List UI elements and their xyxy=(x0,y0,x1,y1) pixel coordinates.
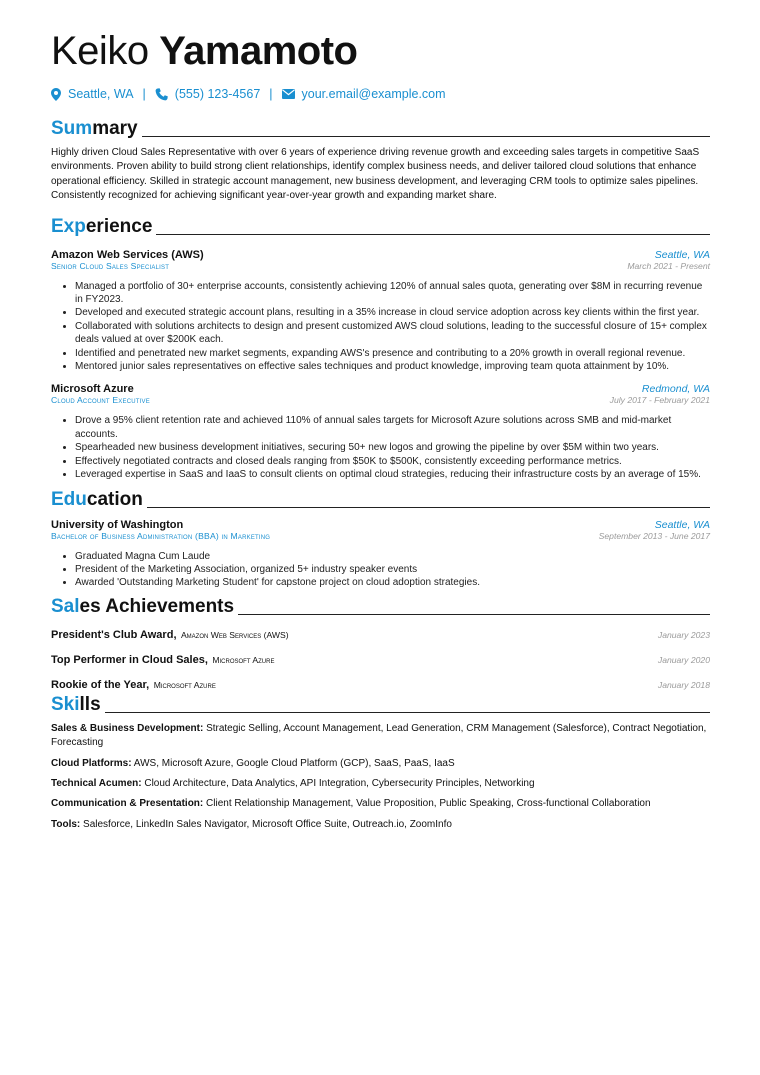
skill-value: AWS, Microsoft Azure, Google Cloud Platform (GCP), SaaS, PaaS, IaaS xyxy=(133,757,455,769)
skill-item xyxy=(51,722,710,751)
job-bullets xyxy=(51,280,710,374)
job-bullet: • Collaborated with solutions architects to design and present customized AWS cloud solutions, leading to the successful closure of 15+ complex deals valued at over $200K each. xyxy=(75,320,710,347)
phone-icon xyxy=(155,88,168,101)
education-bullets xyxy=(51,550,710,590)
job-bullet: • Managed a portfolio of 30+ enterprise accounts, consistently achieving 120% of annual sales quota, generating over $8M in recurring revenue in FY2023. xyxy=(75,280,710,307)
achievement-date: January 2020 xyxy=(657,654,710,665)
summary-text: Highly driven Cloud Sales Representative with over 6 years of experience driving revenue growth and exceeding sales targets in competitive SaaS environments. Proven ability to build strong client relationships, identify complex business needs, and deliver tailored cloud solutions that enhance operational efficiency. Skilled in strategic account management, new business development, and leveraging CRM tools to optimize sales pipelines. Consistently recognized for achieving significant year-over-year growth and expanding market share. xyxy=(51,147,700,202)
heading-rest: lls xyxy=(79,693,101,715)
achievement-item: President's Club Award, Amazon Web Services (AWS) January 2023 xyxy=(51,628,710,641)
summary-heading xyxy=(51,118,710,140)
experience-heading xyxy=(51,216,710,238)
job-bullet: • Spearheaded new business development initiatives, securing 50+ new logos and growing the pipeline by over $5M within two years. xyxy=(75,441,710,454)
skill-label: Sales & Business Development: xyxy=(51,722,204,734)
job-bullet: • Identified and penetrated new market segments, expanding AWS's presence and contributing to a 20% growth in overall regional revenue. xyxy=(75,347,710,360)
contact-email[interactable] xyxy=(282,87,446,101)
achievements-list xyxy=(51,625,710,700)
skills-heading xyxy=(51,694,710,716)
skill-label: Technical Acumen: xyxy=(51,777,142,789)
education-bullet: • Graduated Magna Cum Laude xyxy=(75,550,710,563)
achievement-item: Rookie of the Year, Microsoft Azure January 2018 xyxy=(51,678,710,691)
education-dates: September 2013 - June 2017 xyxy=(598,530,710,541)
contact-phone[interactable] xyxy=(155,87,260,101)
skill-label: Tools: xyxy=(51,818,81,830)
job-role: Senior Cloud Sales Specialist xyxy=(51,260,170,271)
skill-item xyxy=(51,797,710,811)
degree: Bachelor of Business Administration (BBA) in Marketing xyxy=(51,530,271,541)
contact-line xyxy=(51,86,710,102)
contact-separator: | xyxy=(142,87,146,101)
education-bullet: • President of the Marketing Association, organized 5+ industry speaker events xyxy=(75,563,710,576)
location-text: Seattle, WA xyxy=(68,87,134,101)
skill-value: Cloud Architecture, Data Analytics, API Integration, Cybersecurity Principles, Networking xyxy=(144,777,535,789)
education-entry xyxy=(51,519,710,590)
last-name: Yamamoto xyxy=(159,29,358,73)
contact-separator: | xyxy=(269,87,273,101)
skill-value: Client Relationship Management, Value Proposition, Public Speaking, Cross-functional Collaboration xyxy=(206,798,651,810)
heading-rule xyxy=(156,234,710,235)
achievement-title: President's Club Award xyxy=(51,628,174,641)
heading-rest: cation xyxy=(86,488,143,510)
job-dates: March 2021 - Present xyxy=(627,260,710,271)
candidate-name xyxy=(51,28,710,74)
heading-accent: Edu xyxy=(51,488,87,510)
achievement-date: January 2023 xyxy=(657,629,710,640)
skill-value: Salesforce, LinkedIn Sales Navigator, Microsoft Office Suite, Outreach.io, ZoomInfo xyxy=(83,818,452,830)
heading-rest: mary xyxy=(92,118,138,139)
education-bullet: • Awarded 'Outstanding Marketing Student' for capstone project on cloud adoption strategies. xyxy=(75,576,710,589)
skill-item xyxy=(51,818,710,832)
achievement-org: Amazon Web Services (AWS) xyxy=(180,629,289,640)
skill-label: Cloud Platforms: xyxy=(51,757,132,769)
heading-rule xyxy=(142,136,710,137)
job-bullet: • Mentored junior sales representatives on effective sales techniques and product knowledge, improving team quota attainment by 10%. xyxy=(75,360,710,373)
skill-value: Strategic Selling, Account Management, Lead Generation, CRM Management (Salesforce), Contract Negotiation, Forecasting xyxy=(51,722,707,749)
job-bullet: • Effectively negotiated contracts and closed deals ranging from $50K to $500K, consistently exceeding performance metrics. xyxy=(75,455,710,468)
school-location: Seattle, WA xyxy=(654,518,710,531)
job-dates: July 2017 - February 2021 xyxy=(609,395,710,406)
heading-rule xyxy=(147,507,710,508)
email-link[interactable]: your.email@example.com xyxy=(301,87,446,101)
phone-text: (555) 123-4567 xyxy=(174,87,261,101)
skill-item xyxy=(51,777,710,791)
skill-item xyxy=(51,757,710,771)
achievement-org: Microsoft Azure xyxy=(212,654,275,665)
contact-location xyxy=(51,87,134,101)
job-bullets xyxy=(51,414,710,481)
heading-accent: Ski xyxy=(51,693,80,715)
job-org: Microsoft Azure xyxy=(51,383,134,396)
map-pin-icon xyxy=(51,88,61,101)
job-role: Cloud Account Executive xyxy=(51,395,150,406)
first-name: Keiko xyxy=(51,29,149,73)
job-location: Redmond, WA xyxy=(641,383,710,396)
job-bullet: • Developed and executed strategic account plans, resulting in a 35% increase in cloud service adoption across key clients within the first year. xyxy=(75,306,710,319)
job-bullet: • Leveraged expertise in SaaS and IaaS to consult clients on optimal cloud strategies, reducing their infrastructure costs by an average of 15%. xyxy=(75,468,710,481)
envelope-icon xyxy=(282,89,295,99)
achievement-date: January 2018 xyxy=(657,679,710,690)
job-bullet: • Drove a 95% client retention rate and achieved 110% of annual sales targets for Microsoft Azure solutions across SMB and mid-market accounts. xyxy=(75,414,710,441)
job-entry xyxy=(51,383,710,481)
heading-rule xyxy=(105,712,710,713)
achievement-org: Microsoft Azure xyxy=(153,679,216,690)
heading-rule xyxy=(238,614,710,615)
skills-list xyxy=(51,722,710,832)
heading-accent: Exp xyxy=(51,215,86,237)
achievements-heading xyxy=(51,596,710,618)
achievement-item: Top Performer in Cloud Sales, Microsoft Azure January 2020 xyxy=(51,653,710,666)
education-heading xyxy=(51,489,710,511)
heading-accent: Sal xyxy=(51,595,80,617)
job-entry xyxy=(51,249,710,374)
achievement-title: Rookie of the Year xyxy=(51,678,147,691)
achievement-title: Top Performer in Cloud Sales xyxy=(51,653,205,666)
skill-label: Communication & Presentation: xyxy=(51,798,204,810)
heading-rest: erience xyxy=(85,215,153,237)
school-name: University of Washington xyxy=(51,518,184,531)
job-location: Seattle, WA xyxy=(654,248,710,261)
heading-accent: Sum xyxy=(51,118,93,139)
job-org: Amazon Web Services (AWS) xyxy=(51,248,204,261)
heading-rest: es Achievements xyxy=(79,595,235,617)
